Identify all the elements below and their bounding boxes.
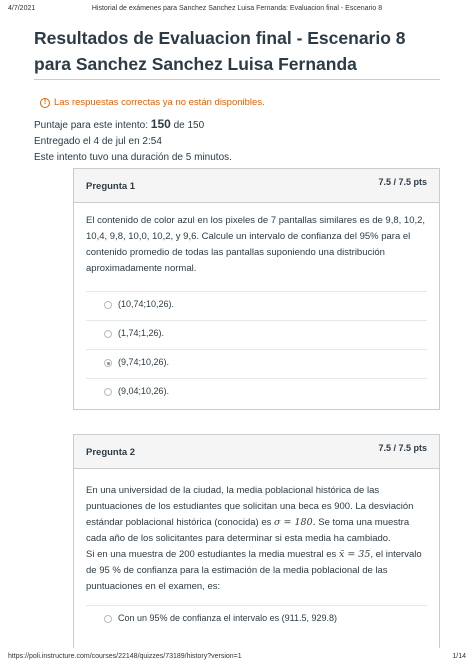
attempt-summary [34,116,232,166]
question-1 [73,168,440,410]
question-name: Pregunta 1 [86,181,136,192]
question-2 [73,434,440,648]
question-text-part: , el intervalo de 95 % de confianza para la estimación de la media poblacional de las puntuaciones en el examen, es: [86,549,422,592]
page-title: Resultados de Evaluacion final - Escenario 8 para Sanchez Sanchez Luisa Fernanda [34,28,406,74]
answer-label: (1,74;1,26). [118,328,165,338]
score-value: 150 [150,117,171,131]
print-header [8,5,466,17]
answer-label: (9,04;10,26). [118,386,170,396]
answer-label: (10,74;10,26). [118,299,175,309]
answer-label: Con un 95% de confianza el intervalo es (911.5, 929.8) [118,613,337,623]
score-of: de 150 [173,120,205,131]
question-points: 7.5 / 7.5 pts [378,177,427,187]
duration-line: Este intento tuvo una duración de 5 minutos. [34,152,232,163]
warning-icon: ! [40,98,50,108]
print-footer [8,653,466,665]
question-text-part: En una universidad de la ciudad, la media poblacional histórica de las puntuaciones de los estudiantes que solicitan una beca es 900. La desviación estándar poblacional histórica (conocida) es [86,485,414,528]
radio-icon[interactable] [104,388,112,396]
notice-text: Las respuestas correctas ya no están disponibles. [54,97,265,108]
question-header [74,435,439,469]
radio-icon[interactable] [104,330,112,338]
title-divider [34,79,440,80]
print-title: Historial de exámenes para Sanchez Sanchez Luisa Fernanda: Evaluacion final - Escenario 8 [91,5,383,12]
mean-formula: x̄ = 35 [338,549,371,560]
question-text-part: Si en una muestra de 200 estudiantes la media muestral es [86,549,337,560]
answer-label: (9,74;10,26). [118,357,170,367]
print-date: 4/7/2021 [8,5,36,12]
question-text: El contenido de color azul en los pixeles de 7 pantallas similares es de 9,8, 10,2, 10,4, 9,8, 10,0, 10,2, y 9,6. Calcule un intervalo de confianza del 95% para el contenido promedio de todas las pantallas suponiendo una distribución aproximadamente normal. [86,215,426,274]
sigma-formula: σ = 180. [274,517,316,528]
print-url: https://poli.instructure.com/courses/22148/quizzes/73189/history?version=1 [8,653,242,660]
submitted-line: Entregado el 4 de jul en 2:54 [34,136,162,147]
answer-option[interactable] [86,605,427,634]
radio-icon[interactable] [104,301,112,309]
question-points: 7.5 / 7.5 pts [378,443,427,453]
answer-option[interactable] [86,320,427,349]
radio-icon[interactable] [104,615,112,623]
answer-option[interactable] [86,291,427,320]
answers-unavailable-notice [40,97,265,108]
question-header [74,169,439,203]
answer-option-selected[interactable] [86,349,427,378]
radio-selected-icon[interactable] [104,359,112,367]
score-label: Puntaje para este intento: [34,120,148,131]
score-line [34,116,232,134]
question-text-part: Se toma una muestra cada año de los solicitantes para determinar si esta media ha cambiado. [86,517,410,544]
question-name: Pregunta 2 [86,447,136,458]
answer-option[interactable] [86,378,427,407]
page-count: 1/14 [452,653,466,660]
question-text [74,469,439,605]
